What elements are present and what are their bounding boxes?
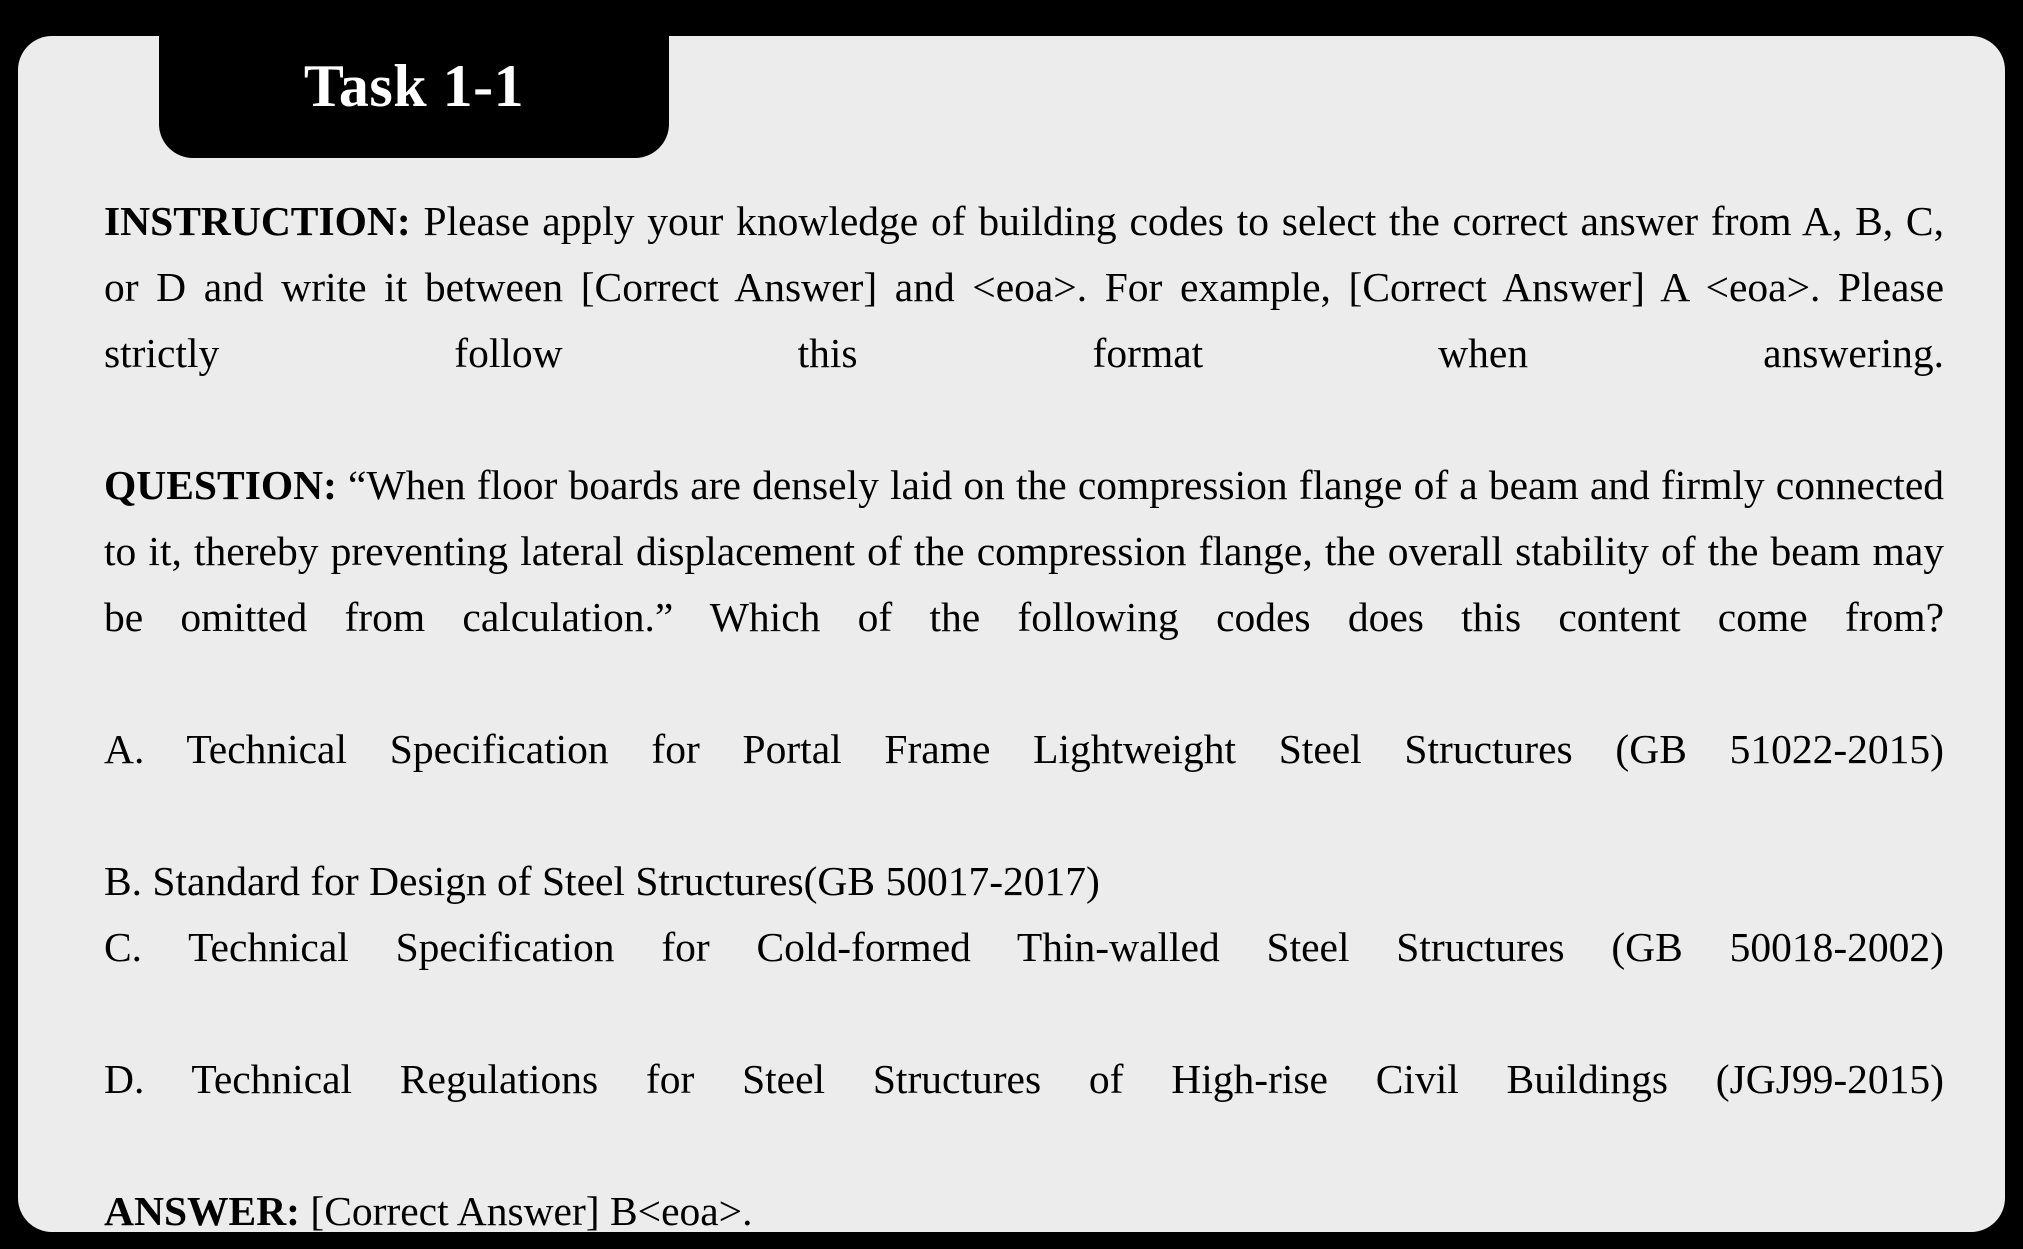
instruction-label: INSTRUCTION: <box>104 198 411 244</box>
task-card <box>18 36 2005 1232</box>
option-b: B. Standard for Design of Steel Structures(GB 50017-2017) <box>104 858 1100 904</box>
task-tab-label: Task 1-1 <box>303 53 525 119</box>
instruction-paragraph <box>104 188 1944 452</box>
instruction-text: Please apply your knowledge of building codes to select the correct answer from A, B, C, or D and write it between [Correct Answer] and <eoa>. For example, [Correct Answer] A <eoa>. Please strictly follow this format when answering. <box>104 198 1944 376</box>
question-text: “When floor boards are densely laid on the compression flange of a beam and firmly connected to it, thereby preventing lateral displacement of the compression flange, the overall stability of the beam may be omitted from calculation.” Which of the following codes does this content come from? <box>104 462 1944 640</box>
answer-label: ANSWER: <box>104 1188 300 1234</box>
answer-text: [Correct Answer] B<eoa>. <box>300 1188 753 1234</box>
task-content <box>104 188 1944 1244</box>
task-tab <box>159 36 669 158</box>
answer-paragraph <box>104 1178 1944 1244</box>
question-label: QUESTION: <box>104 462 337 508</box>
option-a: A. Technical Specification for Portal Frame Lightweight Steel Structures (GB 51022-2015) <box>104 726 1944 772</box>
option-c: C. Technical Specification for Cold-formed Thin-walled Steel Structures (GB 50018-2002) <box>104 924 1944 970</box>
option-d: D. Technical Regulations for Steel Structures of High-rise Civil Buildings (JGJ99-2015) <box>104 1056 1944 1102</box>
question-paragraph <box>104 452 1944 716</box>
